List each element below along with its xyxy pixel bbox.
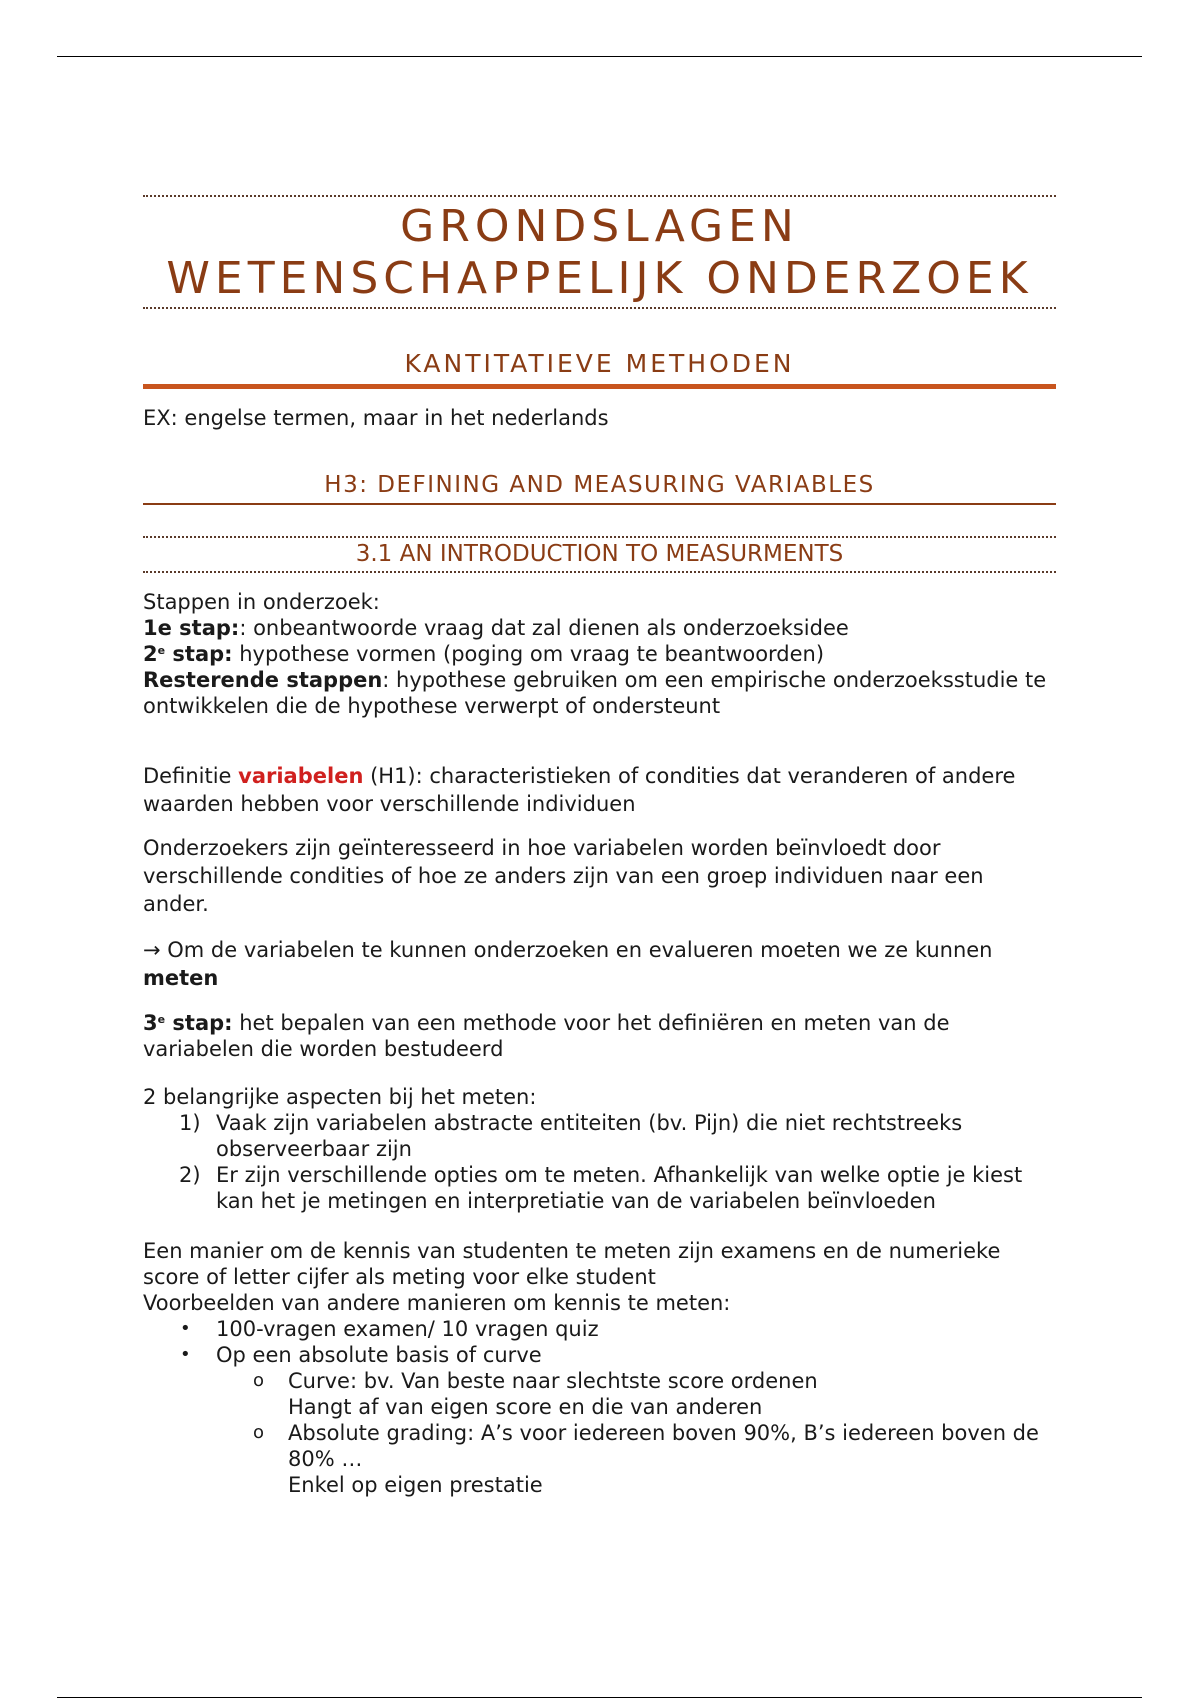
aspects-block (143, 1084, 1056, 1214)
step-1-text: : onbeantwoorde vraag dat zal dienen als onderzoeksidee (239, 616, 849, 640)
sub-bullet-icon: o (253, 1370, 265, 1391)
step-2-number: 2 (143, 642, 158, 666)
arrow-paragraph (143, 936, 1056, 992)
step-2 (143, 641, 1056, 667)
list-item-text: Op een absolute basis of curve (216, 1343, 542, 1367)
knowledge-line-2: Voorbeelden van andere manieren om kennis te meten: (143, 1291, 731, 1315)
list-item (143, 1110, 1056, 1162)
sub-item-line-1: Curve: bv. Van beste naar slechtste score ordenen (288, 1369, 818, 1393)
page-top-rule (57, 56, 1142, 57)
interest-paragraph: Onderzoekers zijn geïnteresseerd in hoe variabelen worden beïnvloedt door verschillende condities of hoe ze anders zijn van een groep individuen naar een ander. (143, 836, 984, 916)
step-3-label-text: stap: (165, 1011, 233, 1035)
section-heading: 3.1 AN INTRODUCTION TO MEASURMENTS (143, 536, 1056, 573)
bullet-icon: • (180, 1318, 191, 1339)
step-3-superscript: e (157, 1013, 166, 1026)
step-2-label (143, 642, 233, 666)
arrow-bold: meten (143, 966, 219, 990)
sub-item-line-2: Enkel op eigen prestatie (288, 1473, 543, 1497)
remaining-steps (143, 667, 1056, 719)
title-line-1: GRONDSLAGEN (400, 201, 799, 252)
definition-prefix: Definitie (143, 764, 239, 788)
knowledge-line-1: Een manier om de kennis van studenten te meten zijn examens en de numerieke score of letter cijfer als meting voor elke student (143, 1239, 1001, 1289)
sub-item-line-1: Absolute grading: A’s voor iedereen boven 90%, B’s iedereen boven de 80% … (288, 1421, 1039, 1471)
list-item-number: 1) (179, 1111, 201, 1135)
sub-item-line-2: Hangt af van eigen score en die van anderen (288, 1395, 763, 1419)
title-line-2: WETENSCHAPPELIJK ONDERZOEK (166, 253, 1033, 304)
knowledge-list (143, 1316, 1056, 1498)
definition-paragraph (143, 762, 1056, 818)
sub-list-item (143, 1420, 1056, 1498)
list-item-text: Er zijn verschillende opties om te meten. Afhankelijk van welke optie je kiest kan het je metingen en interpretiatie van de variabelen beïnvloeden (216, 1163, 1023, 1213)
list-item (143, 1162, 1056, 1214)
list-item-text: 100-vragen examen/ 10 vragen quiz (216, 1317, 599, 1341)
definition-text: (H1): characteristieken of condities dat veranderen of andere waarden hebben voor verschillende individuen (143, 764, 1016, 816)
step-3-text: het bepalen van een methode voor het definiëren en meten van de variabelen die worden bestudeerd (143, 1011, 950, 1061)
sub-list-item (143, 1368, 1056, 1420)
knowledge-block (143, 1238, 1056, 1498)
step-3-label (143, 1011, 233, 1035)
list-item (143, 1316, 1056, 1342)
step-3 (143, 1010, 1056, 1062)
page-bottom-rule (57, 1697, 1142, 1698)
bullet-icon: • (180, 1344, 191, 1365)
definition-term: variabelen (238, 764, 364, 788)
document-subtitle: KANTITATIEVE METHODEN (143, 349, 1056, 389)
remaining-steps-text: : hypothese gebruiken om een empirische onderzoeksstudie te ontwikkelen die de hypothese verwerpt of ondersteunt (143, 668, 1047, 718)
chapter-heading: H3: DEFINING AND MEASURING VARIABLES (143, 471, 1056, 505)
step-2-text: hypothese vormen (poging om vraag te beantwoorden) (232, 642, 825, 666)
note-line: EX: engelse termen, maar in het nederlands (143, 406, 609, 430)
remaining-steps-label: Resterende stappen (143, 668, 383, 692)
document-title (143, 195, 1056, 309)
step-1 (143, 615, 1056, 641)
aspects-list (143, 1110, 1056, 1214)
step-1-label: 1e stap: (143, 616, 240, 640)
document-content (143, 195, 1056, 1498)
aspects-intro: 2 belangrijke aspecten bij het meten: (143, 1085, 537, 1109)
list-item (143, 1342, 1056, 1368)
sub-bullet-icon: o (253, 1422, 265, 1443)
step-2-label-text: stap: (165, 642, 233, 666)
steps-intro: Stappen in onderzoek: (143, 590, 380, 614)
list-item-number: 2) (179, 1163, 201, 1187)
steps-block (143, 589, 1056, 719)
arrow-text: → Om de variabelen te kunnen onderzoeken en evalueren moeten we ze kunnen (143, 938, 993, 962)
step-3-number: 3 (143, 1011, 158, 1035)
step-2-superscript: e (157, 644, 166, 657)
list-item-text: Vaak zijn variabelen abstracte entiteiten (bv. Pijn) die niet rechtstreeks observeerbaar zijn (216, 1111, 963, 1161)
